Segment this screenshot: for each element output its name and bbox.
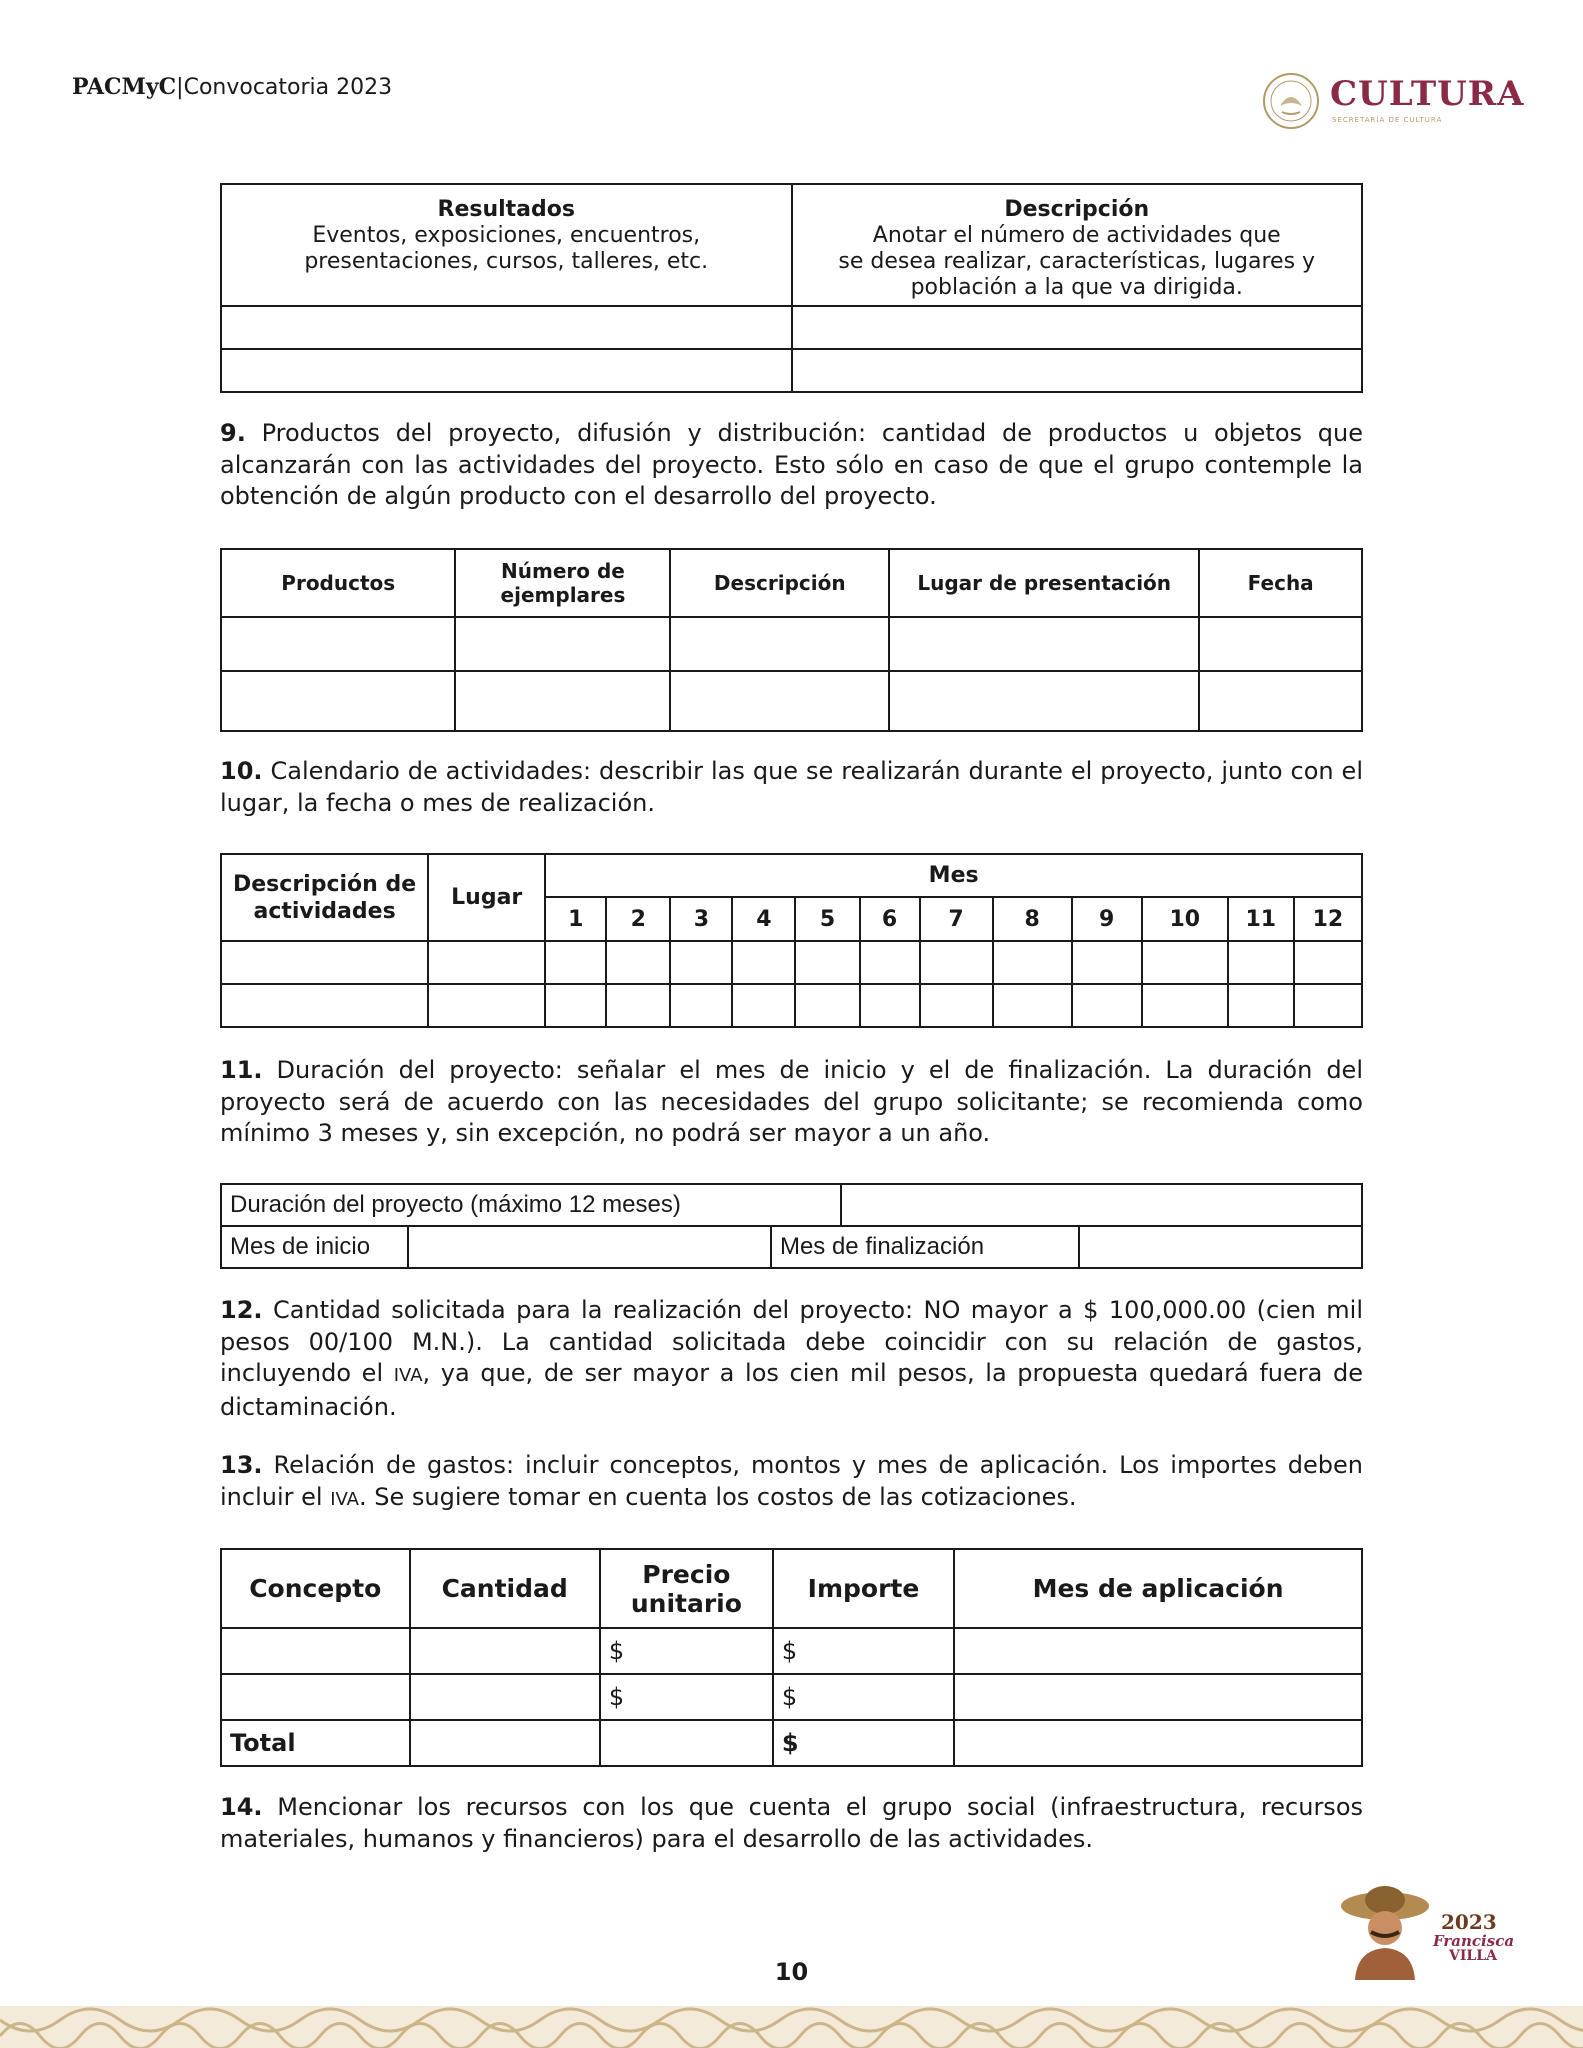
- start-month-field[interactable]: [408, 1226, 771, 1268]
- table-row: [221, 941, 1362, 984]
- table-row: [221, 306, 1362, 349]
- currency-cell[interactable]: $: [773, 1628, 954, 1674]
- national-seal-icon: [1262, 72, 1320, 130]
- results-table: [220, 183, 1363, 393]
- currency-cell[interactable]: $: [600, 1628, 773, 1674]
- month-header: Mes: [545, 854, 1362, 897]
- total-label: Total: [221, 1720, 410, 1766]
- header-separator: |: [176, 75, 184, 100]
- month-2: 2: [606, 897, 670, 941]
- month-8: 8: [993, 897, 1072, 941]
- application-month-header: Mes de aplicación: [954, 1549, 1362, 1628]
- decorative-border-pattern: [0, 2006, 1583, 2048]
- emblem-name-2: VILLA: [1449, 1948, 1497, 1964]
- month-7: 7: [920, 897, 993, 941]
- table-cell[interactable]: [792, 306, 1363, 349]
- section-14: 14. Mencionar los recursos con los que cuenta el grupo social (infraestructura, recursos materiales, humanos y financieros) para el desarrollo de las actividades.: [220, 1793, 1363, 1853]
- table-row: [221, 349, 1362, 392]
- description-header: Descripción Anotar el número de actividades que se desea realizar, características, lugares y población a la que va dirigida.: [792, 184, 1363, 306]
- products-header: Productos: [221, 549, 455, 617]
- concept-header: Concepto: [221, 1549, 410, 1628]
- end-month-field[interactable]: [1079, 1226, 1362, 1268]
- total-row: [221, 1720, 1362, 1766]
- month-1: 1: [545, 897, 606, 941]
- month-10: 10: [1142, 897, 1228, 941]
- expenses-table: [220, 1548, 1363, 1767]
- month-5: 5: [795, 897, 859, 941]
- month-4: 4: [732, 897, 795, 941]
- table-row: [221, 617, 1362, 671]
- products-table: [220, 548, 1363, 732]
- month-6: 6: [860, 897, 920, 941]
- section-10: 10. Calendario de actividades: describir las que se realizarán durante el proyecto, junto con el lugar, la fecha o mes de realización.: [220, 757, 1363, 817]
- document-header: [72, 74, 392, 100]
- emblem-year: 2023: [1441, 1910, 1497, 1934]
- unit-price-header: Precio unitario: [600, 1549, 773, 1628]
- month-11: 11: [1228, 897, 1294, 941]
- table-row: [221, 1674, 1362, 1720]
- month-12: 12: [1294, 897, 1362, 941]
- copies-header: Número de ejemplares: [455, 549, 670, 617]
- quantity-header: Cantidad: [410, 1549, 600, 1628]
- section-12: 12. Cantidad solicitada para la realización del proyecto: NO mayor a $ 100,000.00 (cien mil pesos 00/100 M.N.). La cantidad solicitada debe coincidir con su relación de gastos, incluyendo el IVA, ya que, de ser mayor a los cien mil pesos, la propuesta quedará fuera de dictaminación.: [220, 1296, 1363, 1421]
- call-title: Convocatoria 2023: [183, 75, 393, 100]
- end-month-label: Mes de finalización: [771, 1226, 1079, 1268]
- table-cell[interactable]: [221, 306, 792, 349]
- section-11: 11. Duración del proyecto: señalar el mes de inicio y el de finalización. La duración del proyecto será de acuerdo con las necesidades del grupo solicitante; se recomienda como mínimo 3 meses y, sin excepción, no podrá ser mayor a un año.: [220, 1056, 1363, 1147]
- product-description-header: Descripción: [670, 549, 889, 617]
- table-row: [221, 671, 1362, 731]
- place-header: Lugar: [428, 854, 545, 941]
- date-header: Fecha: [1199, 549, 1362, 617]
- presentation-place-header: Lugar de presentación: [889, 549, 1199, 617]
- duration-field[interactable]: [841, 1184, 1362, 1226]
- amount-header: Importe: [773, 1549, 954, 1628]
- emblem-name-1: Francisca: [1433, 1932, 1515, 1950]
- logo-subtitle: SECRETARÍA DE CULTURA: [1332, 116, 1443, 124]
- table-cell[interactable]: [221, 349, 792, 392]
- activities-description-header: Descripción de actividades: [221, 854, 428, 941]
- month-9: 9: [1072, 897, 1142, 941]
- page-number: 10: [774, 1958, 809, 1986]
- calendar-table: [220, 853, 1363, 1028]
- start-month-label: Mes de inicio: [221, 1226, 408, 1268]
- section-13: 13. Relación de gastos: incluir conceptos, montos y mes de aplicación. Los importes deben incluir el IVA. Se sugiere tomar en cuenta los costos de las cotizaciones.: [220, 1451, 1363, 1511]
- duration-label: Duración del proyecto (máximo 12 meses): [221, 1184, 841, 1226]
- section-9: 9. Productos del proyecto, difusión y distribución: cantidad de productos u objetos que alcanzarán con las actividades del proyecto. Esto sólo en caso de que el grupo contemple la obtención de algún producto con el desarrollo del proyecto.: [220, 419, 1363, 510]
- logo-wordmark: CULTURA: [1330, 74, 1525, 114]
- total-currency[interactable]: $: [773, 1720, 954, 1766]
- duration-table: [220, 1183, 1363, 1269]
- cultura-logo: [1262, 70, 1525, 134]
- currency-cell[interactable]: $: [600, 1674, 773, 1720]
- program-brand: PACMyC: [72, 74, 177, 100]
- currency-cell[interactable]: $: [773, 1674, 954, 1720]
- table-row: [221, 1628, 1362, 1674]
- month-3: 3: [670, 897, 732, 941]
- table-row: [221, 984, 1362, 1027]
- results-header: Resultados Eventos, exposiciones, encuentros, presentaciones, cursos, talleres, etc.: [221, 184, 792, 306]
- table-cell[interactable]: [792, 349, 1363, 392]
